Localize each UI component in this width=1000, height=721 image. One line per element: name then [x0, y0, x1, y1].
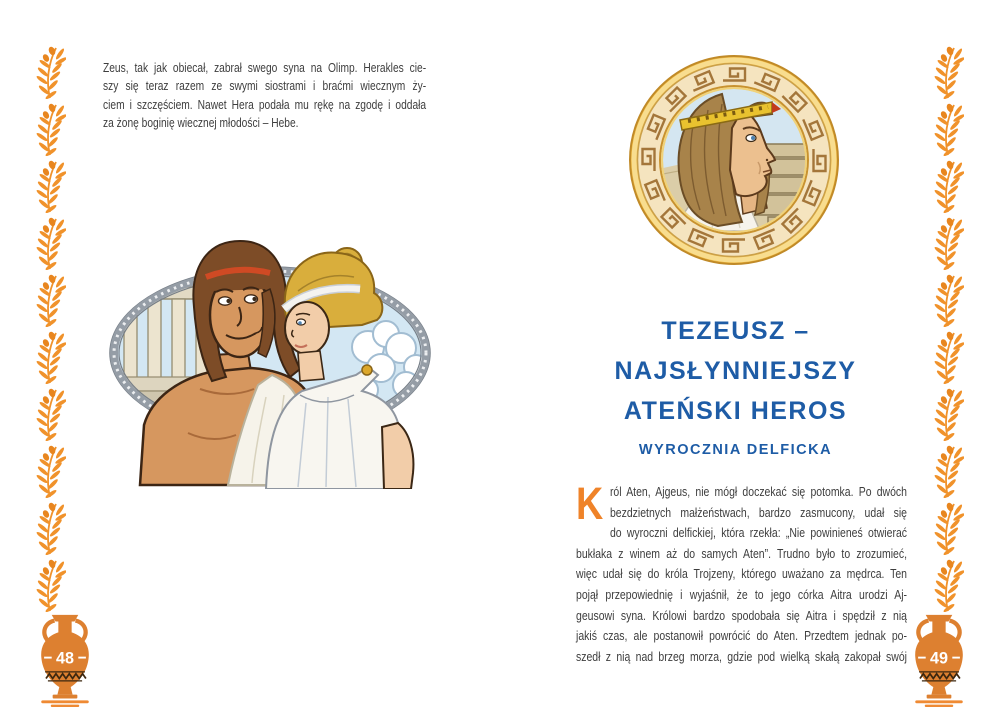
text-line: szy się teraz razem ze swymi siostrami i braćmi wiecznym ży- [103, 79, 427, 94]
laurel-border-left [36, 44, 66, 614]
text-line: ról Aten, Ajgeus, nie mógł doczekać się potomka. Po dwóch [609, 485, 908, 499]
chapter-title [563, 311, 908, 431]
amphora-page-number-right [898, 612, 980, 707]
text-line: TEZEUSZ – [661, 317, 810, 345]
drop-cap: K [576, 478, 604, 529]
right-paragraph-lines [576, 478, 908, 667]
text-line: za żonę boginię wiecznej młodości – Hebe. [103, 115, 299, 130]
page-number-left: 48 [56, 649, 74, 668]
tezeusz-medallion-illustration [628, 52, 840, 268]
text-line: bezdzietnych małżeństwach, bardzo zasmucony, udał się [609, 505, 908, 520]
text-line: NAJSŁYNNIEJSZY [614, 357, 857, 385]
text-line: bukłaka z winem aż do samych Aten”. Trudno było to zrozumieć, [576, 546, 908, 561]
text-line: do wyroczni delfickiej, która rzekła: „Nie powinieneś otwierać [609, 526, 908, 541]
text-line: geusowi syna. Królowi bardzo spodobała się Aitra i spędził z nią [576, 608, 908, 623]
text-line: szedł z nią nad brzeg morza, gdzie pod wielką skałą zakopał swój [576, 649, 908, 664]
text-line: ATEŃSKI HEROS [623, 397, 848, 425]
herakles-hebe-illustration [100, 227, 445, 489]
laurel-border-right [934, 44, 964, 614]
right-page-paragraph [576, 478, 908, 667]
text-line: Zeus, tak jak obiecał, zabrał swego syna na Olimp. Herakles cie- [103, 61, 427, 75]
text-line: pojął przepowiednię i wyjaśnił, że to jego córka Aitra urodzi Aj- [576, 587, 908, 602]
section-subtitle: WYROCZNIA DELFICKA [638, 442, 833, 458]
amphora-page-number-left [24, 612, 106, 707]
text-line: ciem i szczęściem. Nawet Hera podała mu rękę na zgodę i oddała [103, 97, 427, 112]
text-line: więc udał się do króla Trojzeny, którego uważano za mędrca. Ten [576, 567, 908, 582]
text-line: jakiś czas, ale postanowił powrócić do Aten. Przedtem jednak po- [576, 629, 908, 644]
left-page-paragraph [103, 59, 426, 132]
page-number-right: 49 [930, 649, 948, 668]
